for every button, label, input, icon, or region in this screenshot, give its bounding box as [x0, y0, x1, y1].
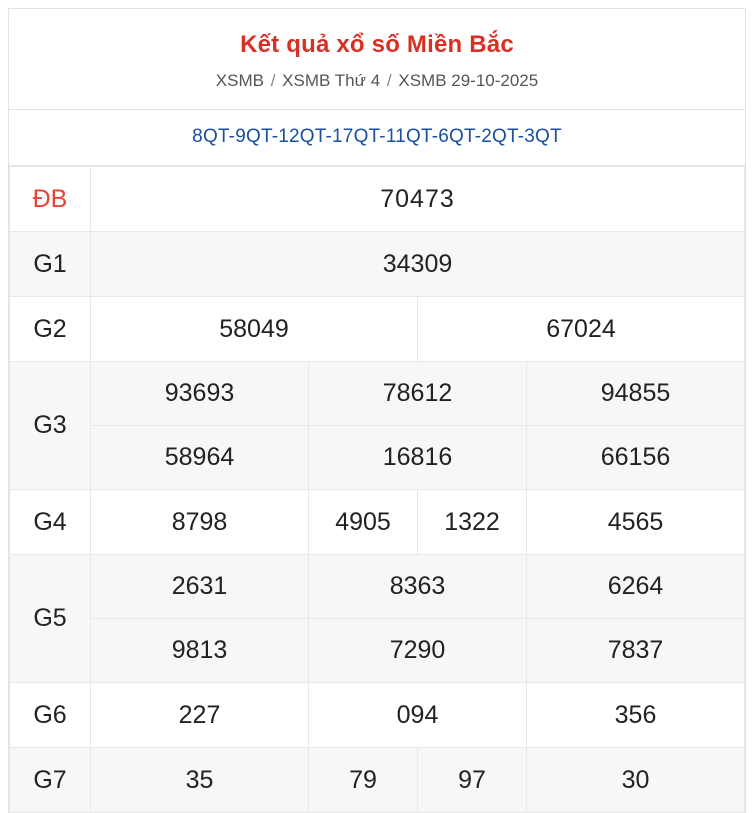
prize-value-g2-2: 67024: [418, 297, 745, 362]
prize-value-g5-1: 2631: [91, 555, 309, 619]
prize-label-g1: G1: [10, 232, 91, 297]
table-row-g3-2: [10, 426, 745, 490]
breadcrumb-separator: /: [386, 71, 392, 90]
prize-label-g2: G2: [10, 297, 91, 362]
prize-value-g7-1: 35: [91, 748, 309, 813]
breadcrumb-item-xsmb[interactable]: XSMB: [215, 71, 264, 90]
prize-value-g3-4: 58964: [91, 426, 309, 490]
page-title: Kết quả xổ số Miền Bắc: [240, 31, 514, 58]
prize-value-g5-4: 9813: [91, 619, 309, 683]
table-row-g3: [10, 362, 745, 426]
prize-value-g6-1: 227: [91, 683, 309, 748]
loto-summary: 8QT-9QT-12QT-17QT-11QT-6QT-2QT-3QT: [192, 126, 562, 147]
prize-label-g6: G6: [10, 683, 91, 748]
prize-label-db: ĐB: [10, 167, 91, 232]
prize-value-g1-1: 34309: [91, 232, 745, 297]
table-row-g1: [10, 232, 745, 297]
prize-value-g3-3: 94855: [527, 362, 745, 426]
lottery-result-card: [8, 8, 746, 813]
prize-label-g7: G7: [10, 748, 91, 813]
prize-value-g5-2: 8363: [309, 555, 527, 619]
prize-label-g4: G4: [10, 490, 91, 555]
breadcrumb-item-date[interactable]: XSMB 29-10-2025: [398, 71, 539, 90]
table-row-g6: [10, 683, 745, 748]
prize-value-g4-4: 4565: [527, 490, 745, 555]
prize-value-g3-2: 78612: [309, 362, 527, 426]
prize-label-g5: G5: [10, 555, 91, 683]
prize-label-g3: G3: [10, 362, 91, 490]
table-row-g5: [10, 555, 745, 619]
prize-value-g3-5: 16816: [309, 426, 527, 490]
breadcrumb-item-weekday[interactable]: XSMB Thứ 4: [282, 71, 381, 90]
prize-value-g2-1: 58049: [91, 297, 418, 362]
prize-value-g7-3: 97: [418, 748, 527, 813]
breadcrumb: [9, 59, 745, 109]
prize-value-g3-1: 93693: [91, 362, 309, 426]
prize-value-g4-1: 8798: [91, 490, 309, 555]
prize-value-g5-3: 6264: [527, 555, 745, 619]
prize-value-g6-3: 356: [527, 683, 745, 748]
prize-value-g7-2: 79: [309, 748, 418, 813]
table-row-g2: [10, 297, 745, 362]
prize-value-g7-4: 30: [527, 748, 745, 813]
prize-value-g5-5: 7290: [309, 619, 527, 683]
breadcrumb-separator: /: [270, 71, 276, 90]
results-table: [9, 166, 745, 813]
table-row-g7: [10, 748, 745, 813]
table-row-db: [10, 167, 745, 232]
prize-value-g4-3: 1322: [418, 490, 527, 555]
prize-value-g5-6: 7837: [527, 619, 745, 683]
prize-value-g6-2: 094: [309, 683, 527, 748]
table-row-g5-2: [10, 619, 745, 683]
prize-value-g4-2: 4905: [309, 490, 418, 555]
table-row-g4: [10, 490, 745, 555]
prize-value-g3-6: 66156: [527, 426, 745, 490]
prize-value-db-1: 70473: [91, 167, 745, 232]
